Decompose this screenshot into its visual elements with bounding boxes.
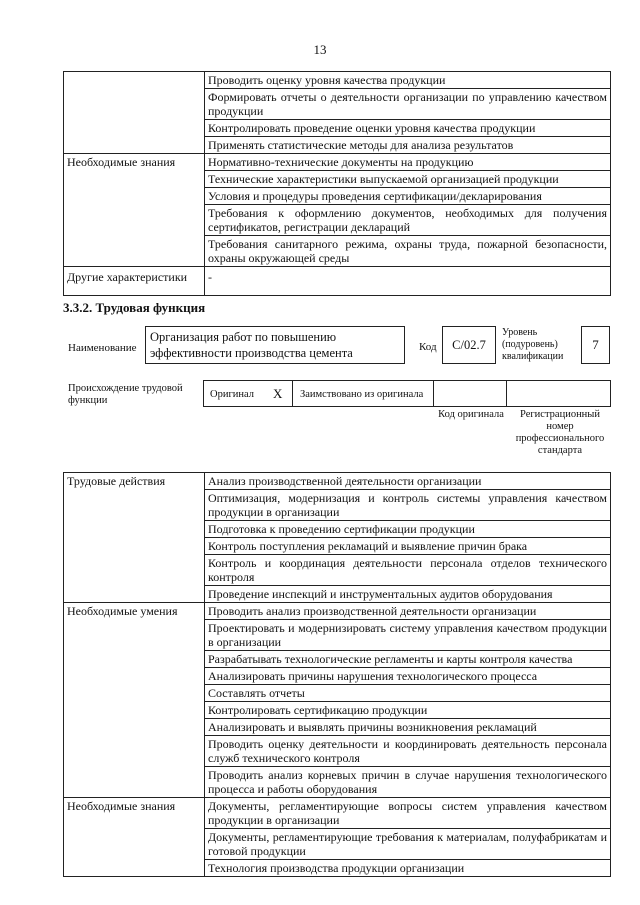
table-row: Проводить оценку уровня качества продукции — [205, 72, 611, 89]
table-row: Требования к оформлению документов, необходимых для получения сертификатов, регистрации деклараций — [205, 205, 611, 236]
empty-label-cell — [64, 767, 205, 798]
empty-label-cell — [64, 205, 205, 236]
empty-label-cell — [64, 521, 205, 538]
table-row: Проектировать и модернизировать систему управления качеством продукции в организации — [205, 620, 611, 651]
qualification-level-label: Уровень (подуровень) квалификации — [502, 327, 564, 362]
table-row: Формировать отчеты о деятельности организации по управлению качеством продукции — [205, 89, 611, 120]
empty-label-cell — [64, 702, 205, 719]
knowledge-label: Необходимые знания — [64, 798, 205, 829]
table-row: Анализировать и выявлять причины возникновения рекламаций — [205, 719, 611, 736]
table-row: Технические характеристики выпускаемой организацией продукции — [205, 171, 611, 188]
skills-label: Необходимые умения — [64, 603, 205, 620]
empty-label-cell — [64, 736, 205, 767]
table-row: Подготовка к проведению сертификации продукции — [205, 521, 611, 538]
empty-label-cell — [64, 685, 205, 702]
original-label: Оригинал — [210, 389, 254, 400]
table-row: Разрабатывать технологические регламенты и карты контроля качества — [205, 651, 611, 668]
table-row: Применять статистические методы для анализа результатов — [205, 137, 611, 154]
empty-label-cell — [64, 651, 205, 668]
empty-label-cell — [64, 171, 205, 188]
name-label: Наименование — [68, 342, 137, 354]
knowledge-label: Необходимые знания — [64, 154, 205, 171]
table-row: Условия и процедуры проведения сертификации/декларирования — [205, 188, 611, 205]
empty-label-cell — [64, 860, 205, 877]
table-row: Анализировать причины нарушения технологического процесса — [205, 668, 611, 685]
table-row: Контролировать сертификацию продукции — [205, 702, 611, 719]
function-name-box: Организация работ по повышению эффективности производства цемента — [145, 326, 405, 364]
empty-label-cell — [64, 490, 205, 521]
empty-label-cell — [64, 137, 205, 154]
table-row: Проведение инспекций и инструментальных аудитов оборудования — [205, 586, 611, 603]
table-row: Проводить анализ корневых причин в случае нарушения технологического процесса и работы оборудования — [205, 767, 611, 798]
qualification-level-box: 7 — [581, 326, 610, 364]
empty-label-cell — [64, 72, 205, 89]
empty-label-cell — [64, 668, 205, 685]
table-row: Анализ производственной деятельности организации — [205, 473, 611, 490]
table-row: Документы, регламентирующие вопросы систем управления качеством продукции в организации — [205, 798, 611, 829]
empty-label-cell — [64, 120, 205, 137]
empty-label-cell — [64, 555, 205, 586]
table-row: Проводить анализ производственной деятельности организации — [205, 603, 611, 620]
borrowed-label: Заимствовано из оригинала — [300, 389, 424, 400]
empty-label-cell — [64, 719, 205, 736]
table-row: Технология производства продукции организации — [205, 860, 611, 877]
divider — [506, 381, 507, 406]
other-characteristics-value: - — [205, 267, 611, 296]
table-row: Контроль и координация деятельности персонала отделов технического контроля — [205, 555, 611, 586]
table-row: Контролировать проведение оценки уровня качества продукции — [205, 120, 611, 137]
other-characteristics-label: Другие характеристики — [64, 267, 205, 296]
table-row: Нормативно-технические документы на продукцию — [205, 154, 611, 171]
empty-label-cell — [64, 829, 205, 860]
table-row: Требования санитарного режима, охраны труда, пожарной безопасности, охраны окружающей среды — [205, 236, 611, 267]
empty-label-cell — [64, 236, 205, 267]
code-label: Код — [419, 341, 437, 353]
section-title: 3.3.2. Трудовая функция — [63, 300, 206, 315]
code-original-caption: Код оригинала — [438, 409, 504, 420]
table-row: Контроль поступления рекламаций и выявление причин брака — [205, 538, 611, 555]
empty-label-cell — [64, 89, 205, 120]
table-row: Проводить оценку деятельности и координировать деятельность персонала служб технического контроля — [205, 736, 611, 767]
table-row: Оптимизация, модернизация и контроль системы управления качеством продукции в организации — [205, 490, 611, 521]
page-number: 13 — [313, 42, 327, 57]
code-value-box: C/02.7 — [442, 326, 496, 364]
empty-label-cell — [64, 538, 205, 555]
original-mark: X — [273, 386, 283, 401]
reg-number-caption: Регистрационный номер профессионального стандарта — [515, 409, 605, 456]
empty-label-cell — [64, 620, 205, 651]
empty-label-cell — [64, 188, 205, 205]
origin-row — [203, 380, 611, 407]
divider — [433, 381, 434, 406]
labor-function-table — [63, 472, 611, 877]
empty-label-cell — [64, 586, 205, 603]
top-requirements-table — [63, 71, 611, 296]
table-row: Документы, регламентирующие требования к материалам, полуфабрикатам и готовой продукции — [205, 829, 611, 860]
divider — [292, 381, 293, 406]
table-row: Составлять отчеты — [205, 685, 611, 702]
actions-label: Трудовые действия — [64, 473, 205, 490]
origin-label: Происхождение трудовой функции — [68, 383, 183, 406]
